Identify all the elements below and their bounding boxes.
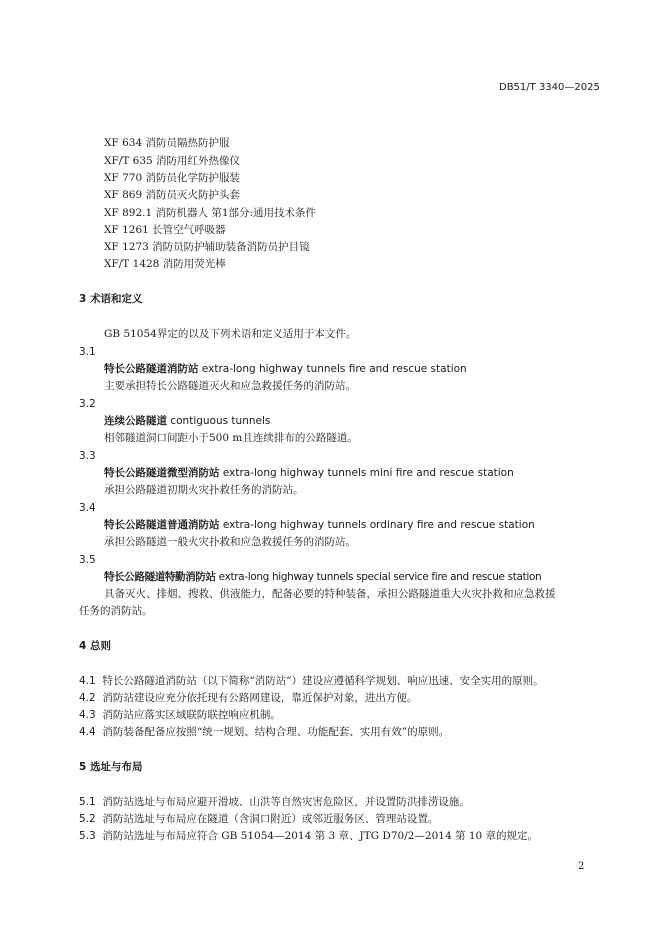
clause-item — [79, 829, 538, 843]
term-definition: 承担公路隧道一般火灾扑救和应急救援任务的消防站。 — [104, 536, 356, 548]
section-5-heading: 5 选址与布局 — [79, 761, 143, 773]
reference-item: XF/T 635 消防用红外热像仪 — [104, 155, 241, 167]
clause-item — [79, 812, 438, 826]
clause-text: 消防装备配备应按照“统一规划、结构合理、功能配套、实用有效”的原则。 — [102, 726, 450, 738]
clause-text: 消防站选址与布局应避开滑坡、山洪等自然灾害危险区，并设置防洪排涝设施。 — [102, 796, 470, 808]
clause-item — [79, 674, 544, 688]
clause-number: 5.2 — [79, 813, 96, 825]
term-english: extra-long highway tunnels ordinary fire and rescue station — [222, 519, 535, 531]
reference-item: XF 1273 消防员防护辅助装备消防员护目镜 — [104, 241, 310, 253]
clause-number: 5.3 — [79, 830, 96, 842]
term-title-line — [104, 362, 467, 376]
reference-item: XF 1261 长管空气呼吸器 — [104, 224, 226, 236]
clause-text: 消防站选址与布局应在隧道（含洞口附近）或邻近服务区、管理站设置。 — [102, 813, 439, 825]
clause-item — [79, 795, 470, 809]
clause-item — [79, 691, 417, 705]
term-title-line — [104, 518, 535, 532]
term-chinese: 特长公路隧道普通消防站 — [104, 519, 220, 531]
term-definition: 主要承担特长公路隧道灭火和应急救援任务的消防站。 — [104, 380, 356, 392]
term-chinese: 特长公路隧道消防站 — [104, 363, 199, 375]
reference-item: XF/T 1428 消防用荧光棒 — [104, 258, 226, 270]
clause-number: 4.2 — [79, 692, 96, 704]
term-number: 3.4 — [79, 502, 96, 514]
clause-item — [79, 725, 449, 739]
term-number: 3.3 — [79, 450, 96, 462]
term-definition: 相邻隧道洞口间距小于500 m且连续排布的公路隧道。 — [104, 432, 358, 444]
term-title-line — [104, 414, 270, 428]
clause-text: 特长公路隧道消防站（以下简称“消防站”）建设应遵循科学规划、响应迅速、安全实用的原则。 — [102, 675, 544, 687]
clause-item — [79, 708, 281, 722]
section-4-heading: 4 总则 — [79, 640, 111, 652]
term-english: contiguous tunnels — [170, 415, 271, 427]
term-number: 3.2 — [79, 398, 96, 410]
clause-text: 消防站建设应充分依托现有公路网建设，靠近保护对象，进出方便。 — [102, 692, 418, 704]
clause-number: 4.1 — [79, 675, 96, 687]
document-number: DB51/T 3340—2025 — [499, 82, 600, 93]
reference-item: XF 634 消防员隔热防护服 — [104, 137, 230, 149]
term-definition-continued: 任务的消防站。 — [79, 605, 153, 617]
reference-item: XF 869 消防员灭火防护头套 — [104, 189, 240, 201]
term-title-line — [104, 570, 541, 584]
page-number: 2 — [578, 861, 585, 872]
term-english: extra-long highway tunnels mini fire and rescue station — [222, 467, 514, 479]
term-definition: 承担公路隧道初期火灾扑救任务的消防站。 — [104, 484, 304, 496]
term-english: extra-long highway tunnels fire and rescue station — [201, 363, 467, 375]
clause-number: 4.3 — [79, 709, 96, 721]
term-chinese: 连续公路隧道 — [104, 415, 167, 427]
section-3-heading: 3 术语和定义 — [79, 293, 143, 305]
term-english: extra-long highway tunnels special service fire and rescue station — [218, 571, 542, 583]
term-title-line — [104, 466, 514, 480]
term-definition: 具备灭火、排烟、搜救、供液能力，配备必要的特种装备，承担公路隧道重大火灾扑救和应急救援 — [104, 588, 556, 600]
clause-text: 消防站应落实区域联防联控响应机制。 — [102, 709, 281, 721]
term-chinese: 特长公路隧道微型消防站 — [104, 467, 220, 479]
reference-item: XF 770 消防员化学防护服装 — [104, 172, 240, 184]
term-number: 3.5 — [79, 554, 96, 566]
clause-number: 4.4 — [79, 726, 96, 738]
term-chinese: 特长公路隧道特勤消防站 — [104, 571, 216, 583]
section-3-intro: GB 51054界定的以及下列术语和定义适用于本文件。 — [104, 328, 357, 340]
term-number: 3.1 — [79, 346, 96, 358]
clause-text: 消防站选址与布局应符合 GB 51054—2014 第 3 章、JTG D70/2—2014 第 10 章的规定。 — [102, 830, 539, 842]
clause-number: 5.1 — [79, 796, 96, 808]
reference-item: XF 892.1 消防机器人 第1部分:通用技术条件 — [104, 207, 317, 219]
